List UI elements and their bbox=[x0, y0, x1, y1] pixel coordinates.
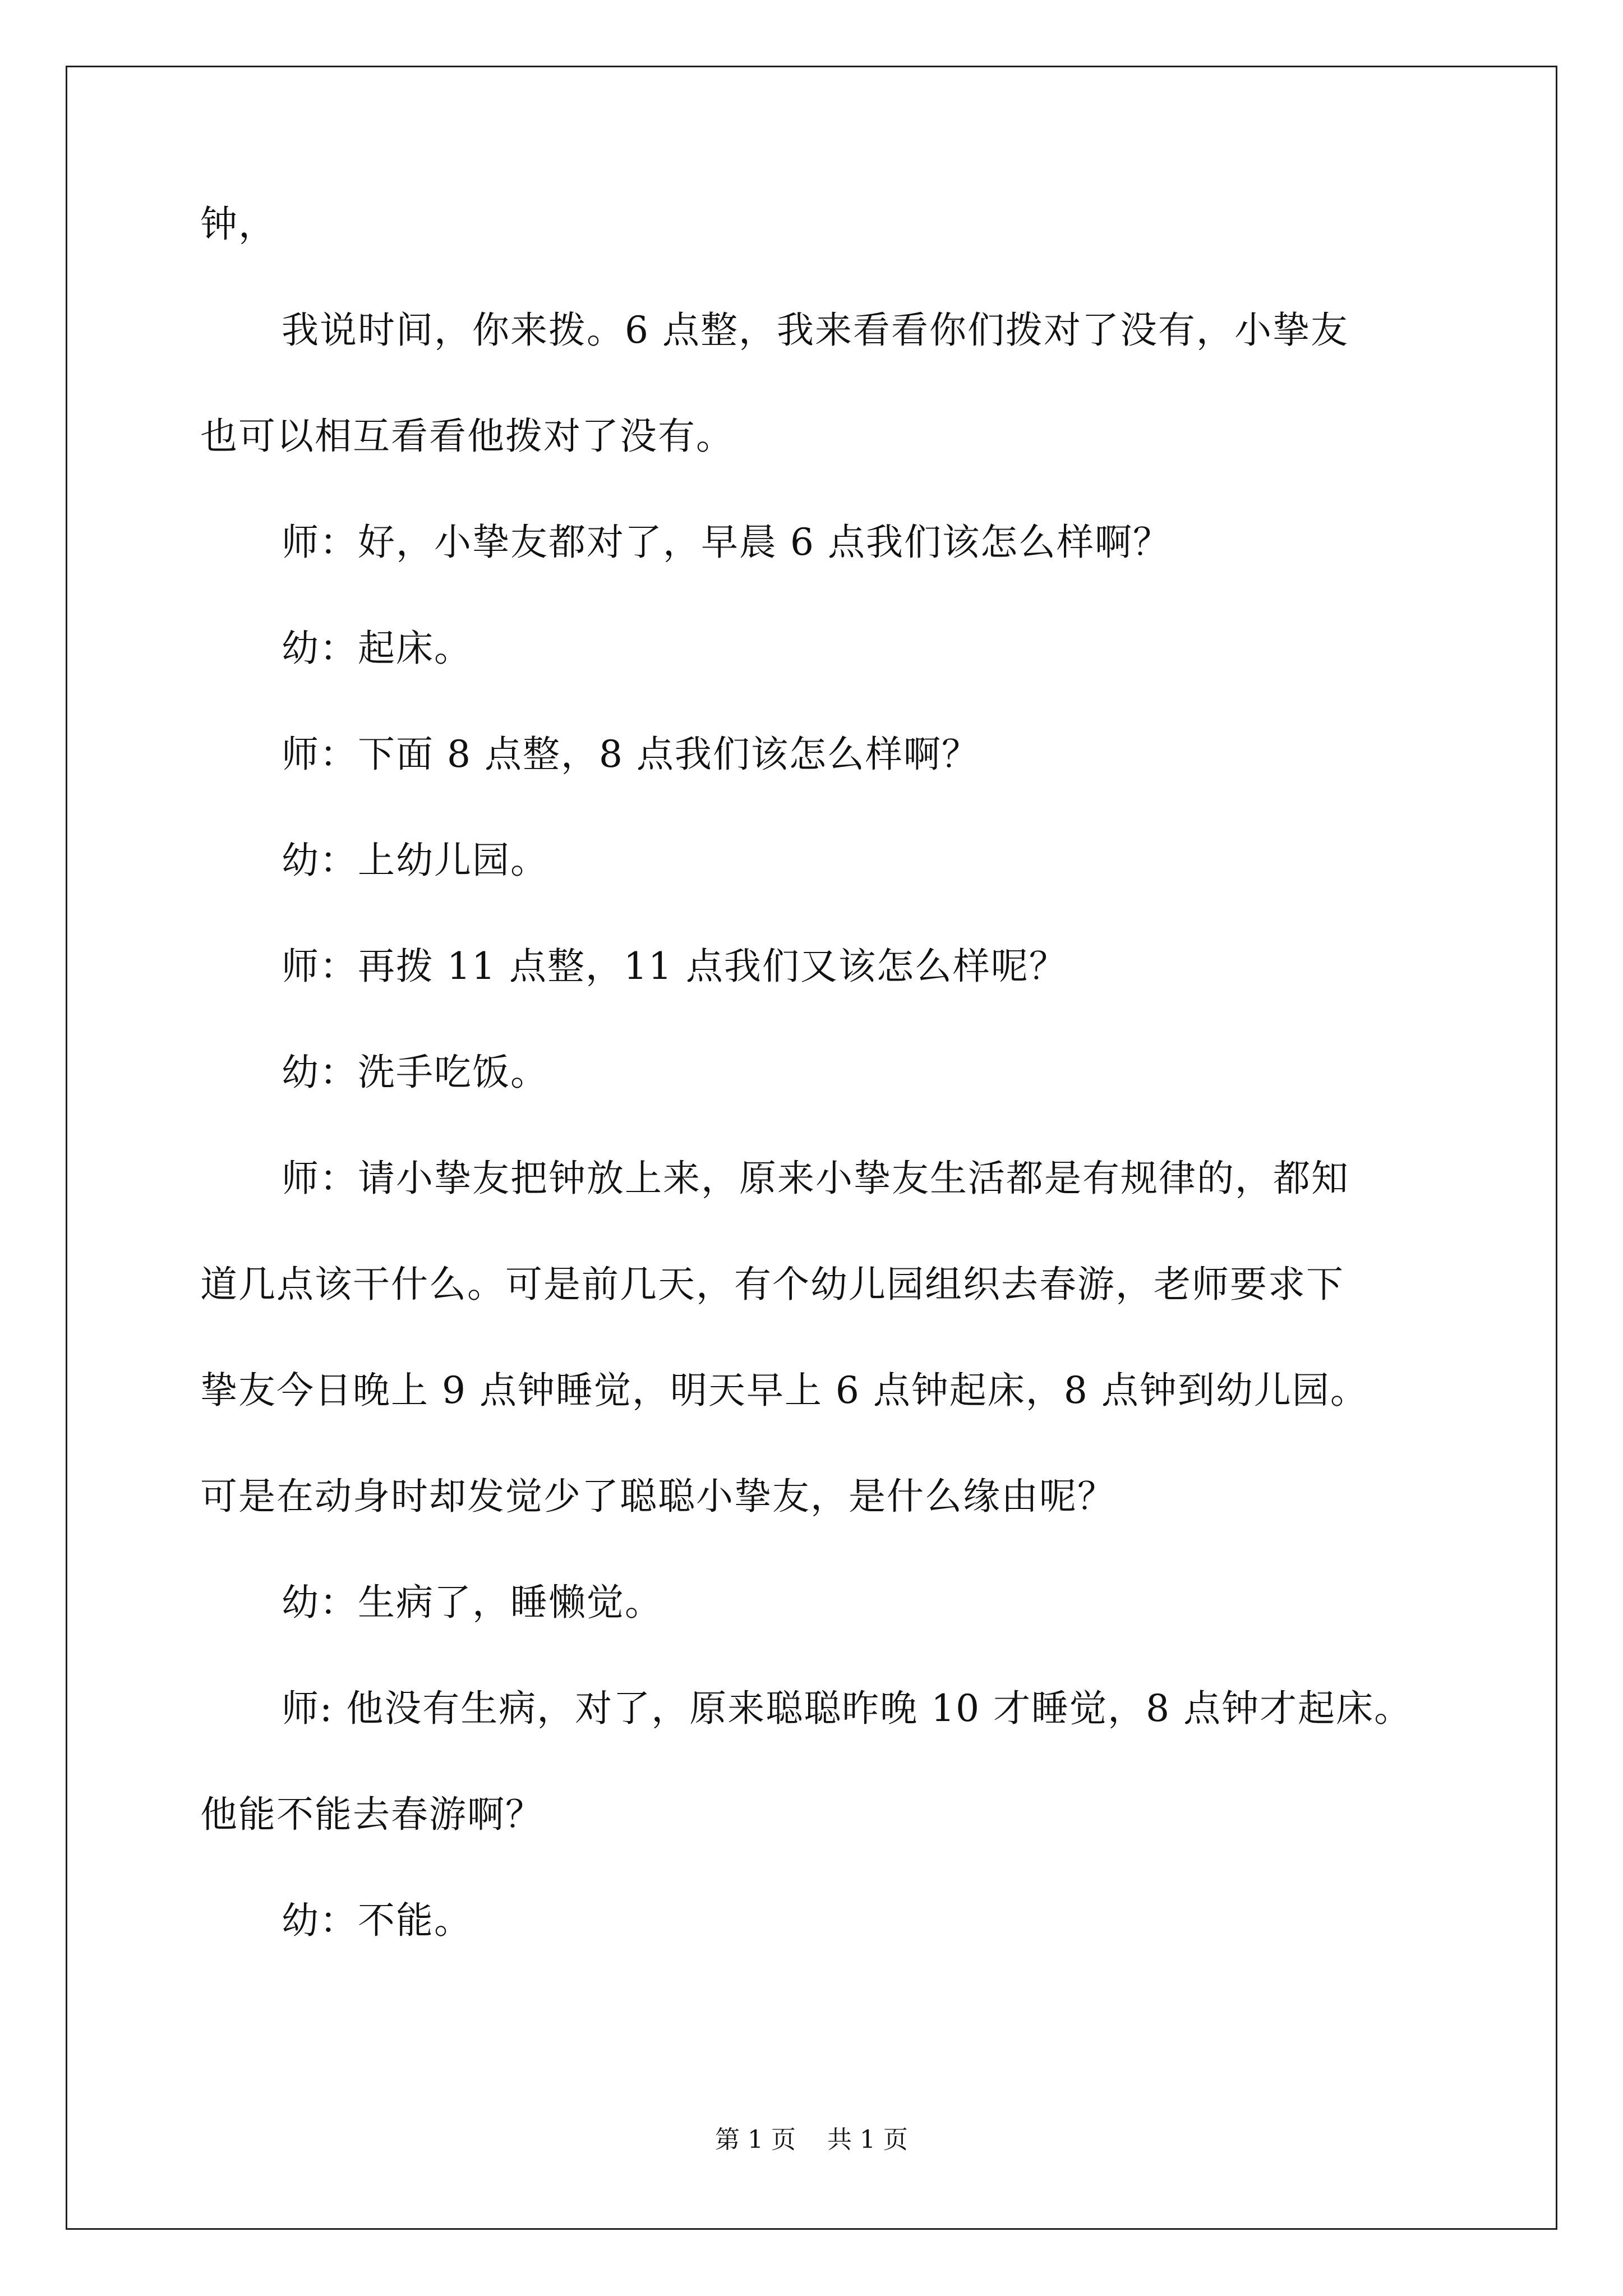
page-number-footer: 第 1 页 共 1 页 bbox=[715, 2125, 908, 2154]
text-line: 师：请小挚友把钟放上来，原来小挚友生活都是有规律的，都知 bbox=[282, 1157, 1349, 1200]
text-line: 他能不能去春游啊？ bbox=[200, 1793, 543, 1836]
text-line: 挚友今日晚上 9 点钟睡觉，明天早上 6 点钟起床，8 点钟到幼儿园。 bbox=[200, 1369, 1368, 1412]
text-line: 师：下面 8 点整，8 点我们该怎么样啊？ bbox=[282, 733, 980, 776]
text-line: 也可以相互看看他拨对了没有。 bbox=[200, 415, 734, 458]
text-line: 幼：上幼儿园。 bbox=[282, 839, 548, 882]
text-line: 幼：不能。 bbox=[282, 1899, 472, 1942]
text-line: 钟， bbox=[200, 203, 276, 246]
text-line: 幼：洗手吃饭。 bbox=[282, 1051, 548, 1094]
text-line: 道几点该干什么。可是前几天，有个幼儿园组织去春游，老师要求下 bbox=[200, 1263, 1344, 1306]
text-line: 师: 他没有生病，对了，原来聪聪昨晚 10 才睡觉，8 点钟才起床。 bbox=[282, 1687, 1413, 1730]
text-line: 可是在动身时却发觉少了聪聪小挚友，是什么缘由呢？ bbox=[200, 1475, 1115, 1518]
text-line: 师：再拨 11 点整，11 点我们又该怎么样呢？ bbox=[282, 945, 1067, 988]
text-line: 师：好，小挚友都对了，早晨 6 点我们该怎么样啊？ bbox=[282, 521, 1171, 564]
text-line: 我说时间，你来拨。6 点整，我来看看你们拨对了没有，小挚友 bbox=[282, 309, 1349, 352]
text-line: 幼：生病了，睡懒觉。 bbox=[282, 1581, 663, 1624]
text-line: 幼：起床。 bbox=[282, 627, 472, 670]
